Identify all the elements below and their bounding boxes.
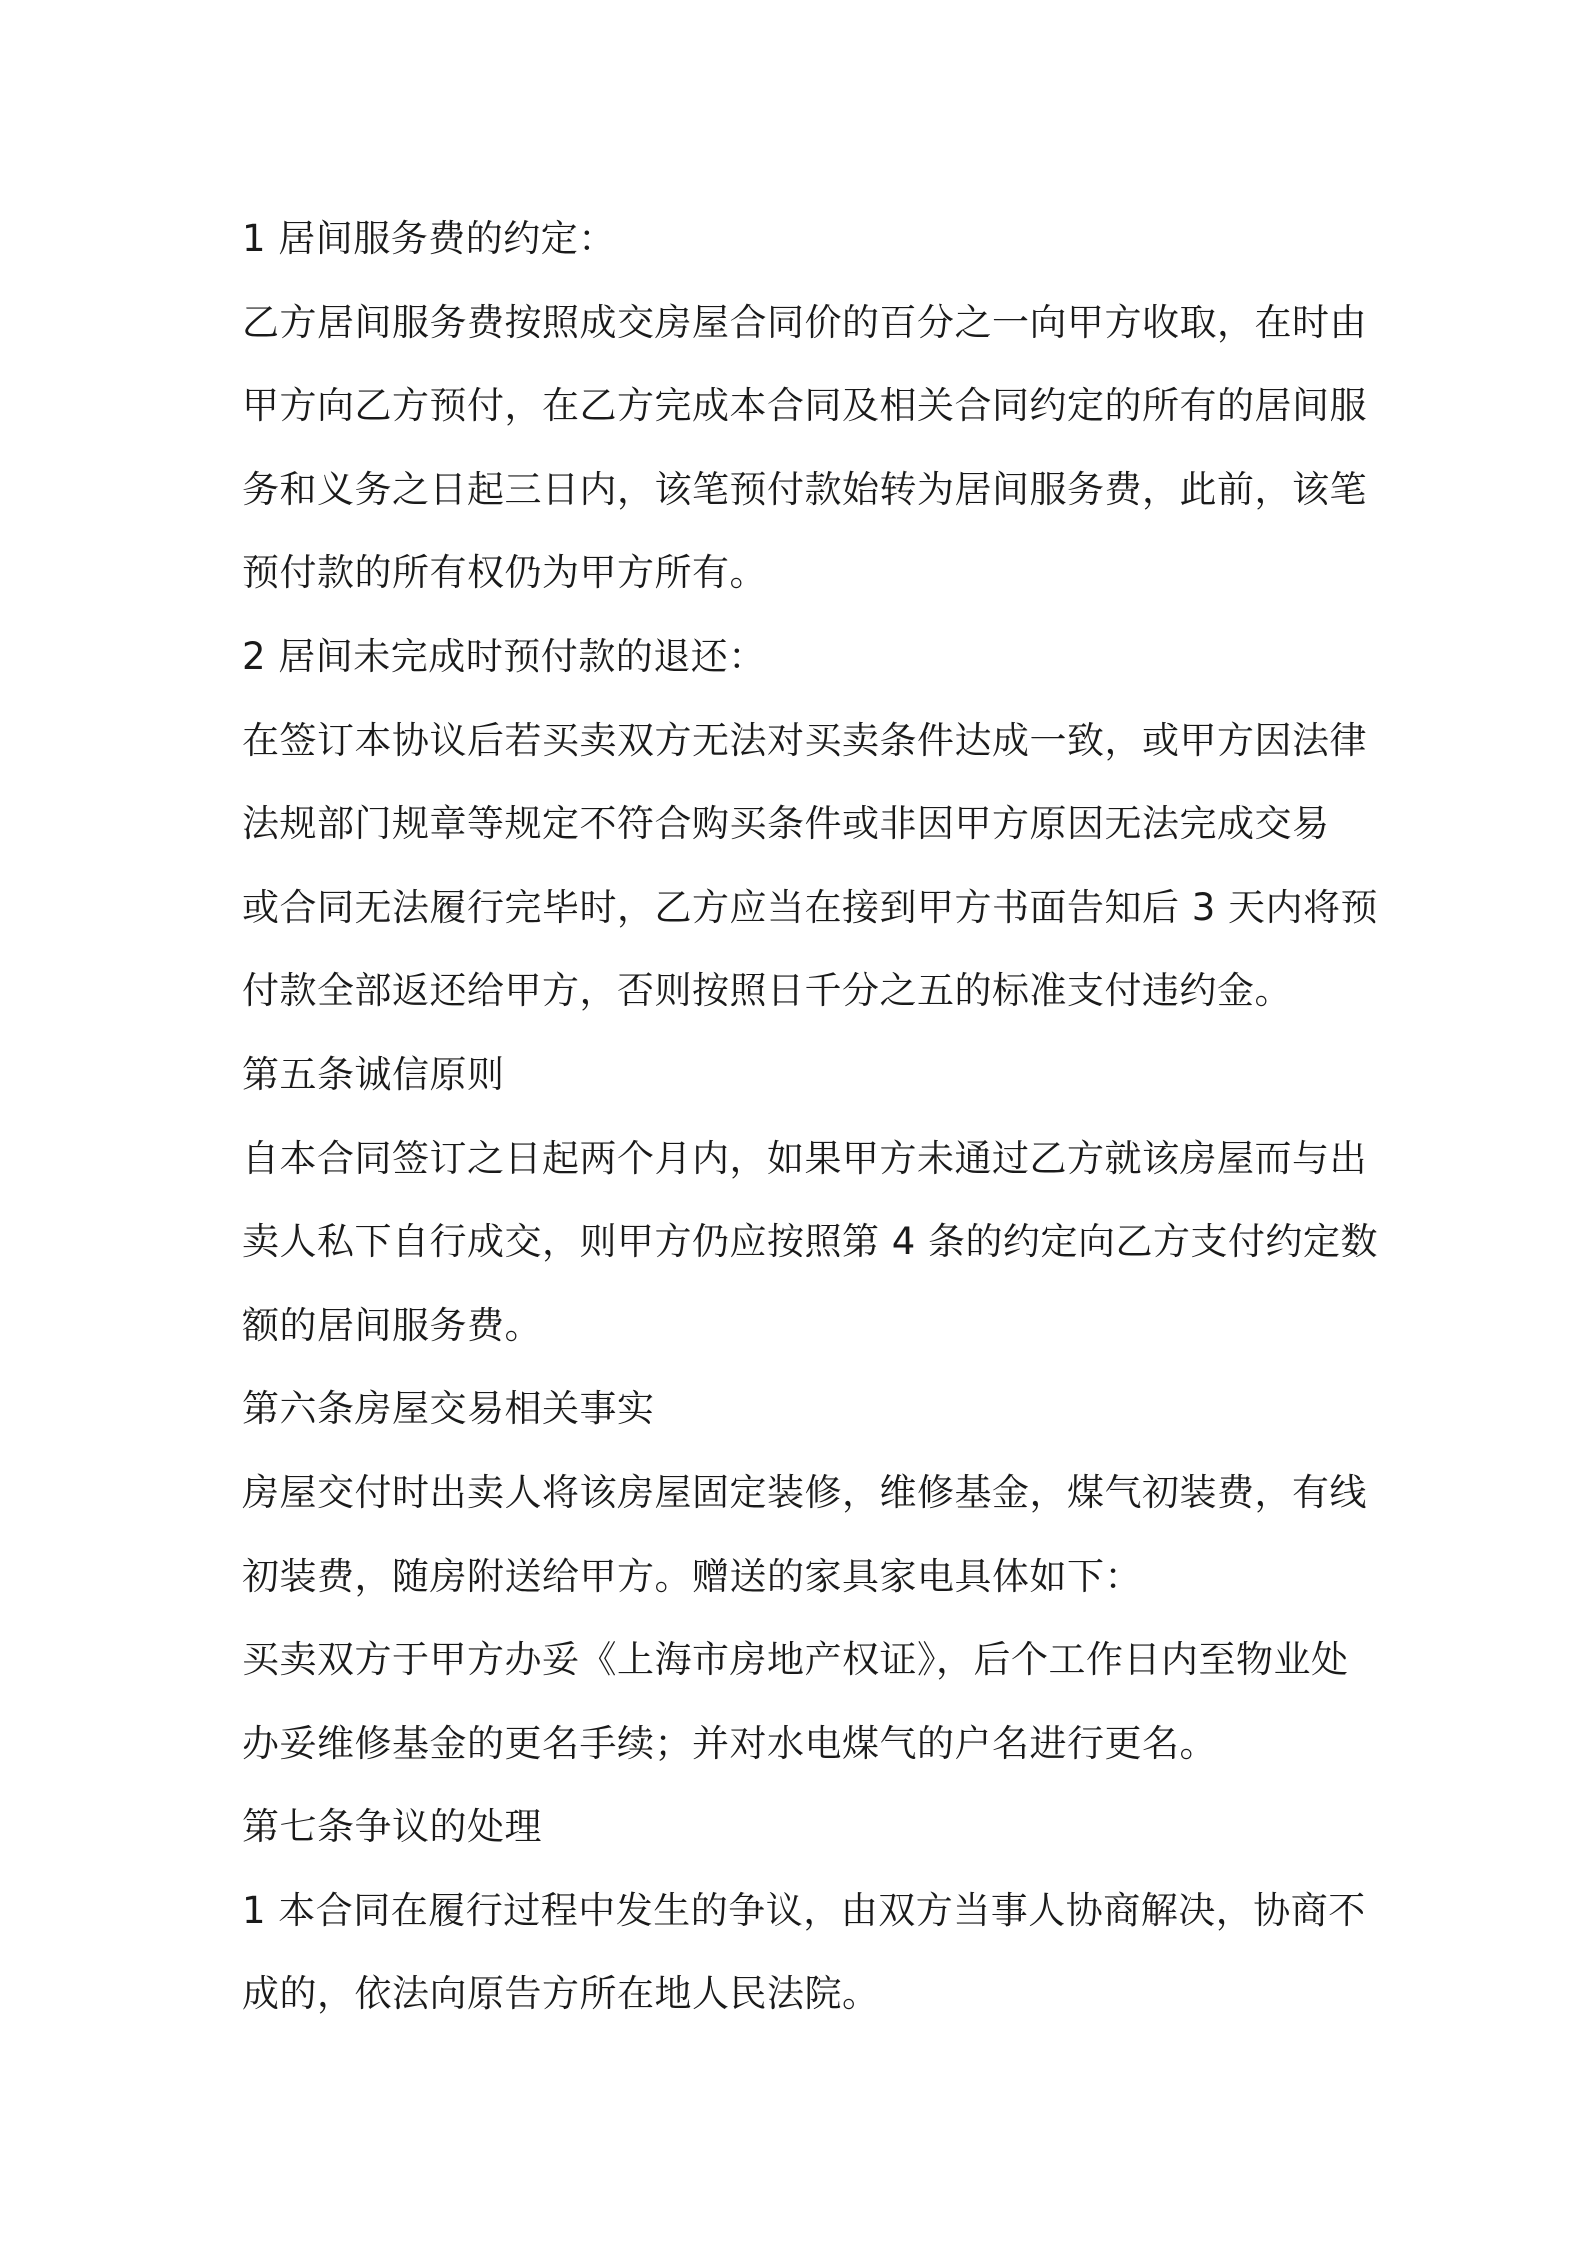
article-heading-7: 第七条争议的处理 — [242, 1805, 542, 1849]
section-heading-refund: 2 居间未完成时预付款的退还： — [242, 634, 766, 678]
paragraph-line: 乙方居间服务费按照成交房屋合同价的百分之一向甲方收取，在时由 — [242, 300, 1367, 344]
paragraph-line: 成的，依法向原告方所在地人民法院。 — [242, 1972, 880, 2016]
paragraph-line: 付款全部返还给甲方，否则按照日千分之五的标准支付违约金。 — [242, 969, 1292, 1013]
paragraph-line: 房屋交付时出卖人将该房屋固定装修，维修基金，煤气初装费，有线 — [242, 1470, 1367, 1514]
paragraph-line: 买卖双方于甲方办妥《上海市房地产权证》，后个工作日内至物业处 — [242, 1638, 1349, 1682]
paragraph-line: 务和义务之日起三日内，该笔预付款始转为居间服务费，此前，该笔 — [242, 467, 1367, 511]
paragraph-line: 在签订本协议后若买卖双方无法对买卖条件达成一致，或甲方因法律 — [242, 718, 1367, 762]
article-heading-6: 第六条房屋交易相关事实 — [242, 1387, 655, 1431]
paragraph-line: 1 本合同在履行过程中发生的争议，由双方当事人协商解决，协商不 — [242, 1888, 1366, 1932]
paragraph-line: 初装费，随房附送给甲方。赠送的家具家电具体如下： — [242, 1554, 1142, 1598]
paragraph-line: 卖人私下自行成交，则甲方仍应按照第 4 条的约定向乙方支付约定数 — [242, 1220, 1379, 1264]
paragraph-line: 额的居间服务费。 — [242, 1303, 542, 1347]
section-heading-service-fee: 1 居间服务费的约定： — [242, 217, 616, 260]
document-body — [242, 197, 1379, 2036]
paragraph-line: 自本合同签订之日起两个月内，如果甲方未通过乙方就该房屋而与出 — [242, 1136, 1367, 1180]
paragraph-line: 办妥维修基金的更名手续；并对水电煤气的户名进行更名。 — [242, 1721, 1217, 1765]
paragraph-line: 法规部门规章等规定不符合购买条件或非因甲方原因无法完成交易 — [242, 802, 1330, 846]
article-heading-5: 第五条诚信原则 — [242, 1052, 505, 1096]
paragraph-line: 或合同无法履行完毕时，乙方应当在接到甲方书面告知后 3 天内将预 — [242, 885, 1379, 929]
paragraph-line: 甲方向乙方预付，在乙方完成本合同及相关合同约定的所有的居间服 — [242, 384, 1367, 428]
paragraph-line: 预付款的所有权仍为甲方所有。 — [242, 551, 767, 595]
